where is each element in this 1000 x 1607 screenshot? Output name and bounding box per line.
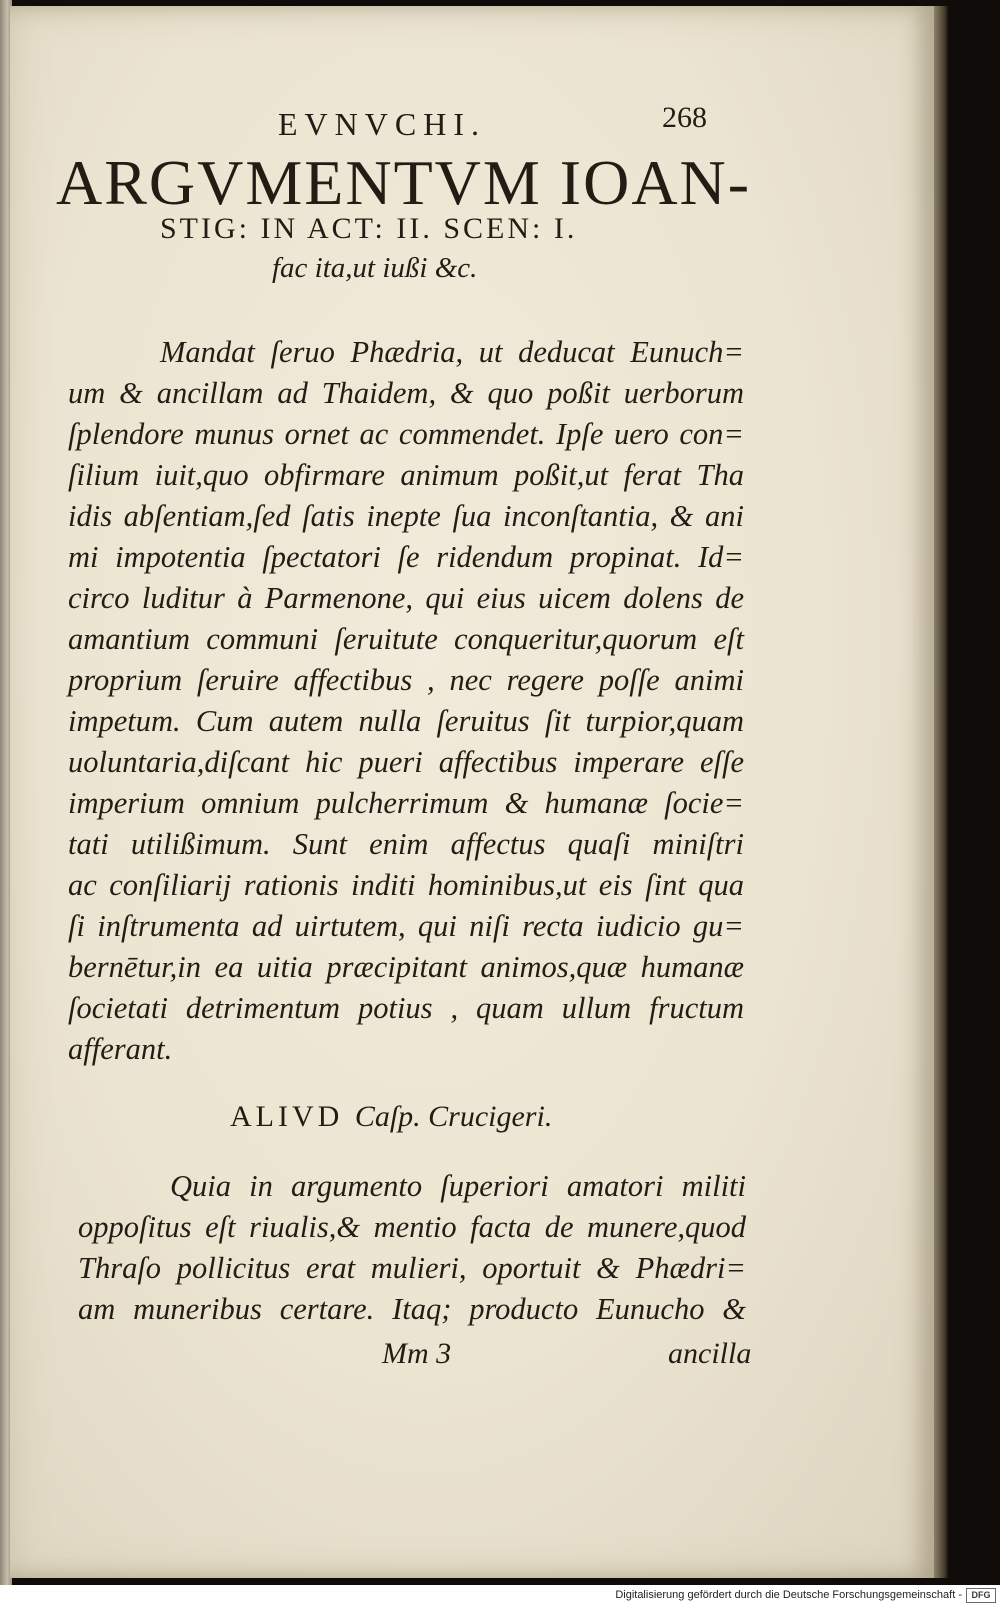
text-line: Thraſo pollicitus erat mulieri, oportuit & Phædri= xyxy=(78,1251,746,1285)
title-line-3: fac ita,ut iußi &c. xyxy=(272,252,478,284)
text-line: bernētur,in ea uitia præcipitant animos,quæ humanæ xyxy=(68,950,744,984)
text-line: ſplendore munus ornet ac commendet. Ipſe uero con= xyxy=(68,417,744,451)
text-line: Quia in argumento ſuperiori amatori militi xyxy=(170,1169,746,1203)
text-line: mi impotentia ſpectatori ſe ridendum propinat. Id= xyxy=(68,540,744,574)
title-line-2: STIG: IN ACT: II. SCEN: I. xyxy=(160,212,578,245)
section-heading-caps: ALIVD xyxy=(230,1100,344,1133)
text-line: um & ancillam ad Thaidem, & quo poßit uerborum xyxy=(68,376,744,410)
page-number: 268 xyxy=(662,101,707,134)
text-line: am muneribus certare. Itaq; producto Eunucho & xyxy=(78,1292,746,1326)
book-right-edge xyxy=(934,6,948,1578)
text-line: uoluntaria,diſcant hic pueri affectibus imperare eſſe xyxy=(68,745,744,779)
book-page xyxy=(10,6,934,1578)
catchword: ancilla xyxy=(668,1337,752,1370)
text-line: amantium communi ſeruitute conqueritur,quorum eſt xyxy=(68,622,744,656)
text-line: ſi inſtrumenta ad uirtutem, qui niſi recta iudicio gu= xyxy=(68,909,744,943)
text-line: circo luditur à Parmenone, qui eius uicem dolens de xyxy=(68,581,744,615)
dfg-logo: DFG xyxy=(966,1588,996,1603)
section-heading-author: Caſp. Crucigeri. xyxy=(354,1100,553,1133)
text-line: ſilium iuit,quo obfirmare animum poßit,ut ferat Tha xyxy=(68,458,744,492)
running-head: EVNVCHI. xyxy=(278,106,486,142)
text-line: afferant. xyxy=(68,1032,173,1066)
text-line: ſocietati detrimentum potius , quam ullum fructum xyxy=(68,991,744,1025)
text-line: tati utilißimum. Sunt enim affectus quaſi miniſtri xyxy=(68,827,744,861)
funding-credit: Digitalisierung gefördert durch die Deutsche Forschungsgemeinschaft - xyxy=(615,1589,962,1601)
text-line: impetum. Cum autem nulla ſeruitus ſit turpior,quam xyxy=(68,704,744,738)
text-line: imperium omnium pulcherrimum & humanæ ſocie= xyxy=(68,786,744,820)
footer-bar xyxy=(0,1585,1000,1607)
section-heading xyxy=(230,1100,552,1134)
text-line: proprium ſeruire affectibus , nec regere poſſe animi xyxy=(68,663,744,697)
text-line: Mandat ſeruo Phædria, ut deducat Eunuch= xyxy=(160,335,744,369)
title-line-1: ARGVMENTVM IOAN- xyxy=(56,147,752,218)
text-line: ac conſiliarij rationis inditi hominibus,ut eis ſint qua xyxy=(68,868,744,902)
text-line: oppoſitus eſt riualis,& mentio facta de munere,quod xyxy=(78,1210,746,1244)
signature-mark: Mm 3 xyxy=(382,1337,452,1370)
text-line: idis abſentiam,ſed ſatis inepte ſua inconſtantia, & ani xyxy=(68,499,744,533)
